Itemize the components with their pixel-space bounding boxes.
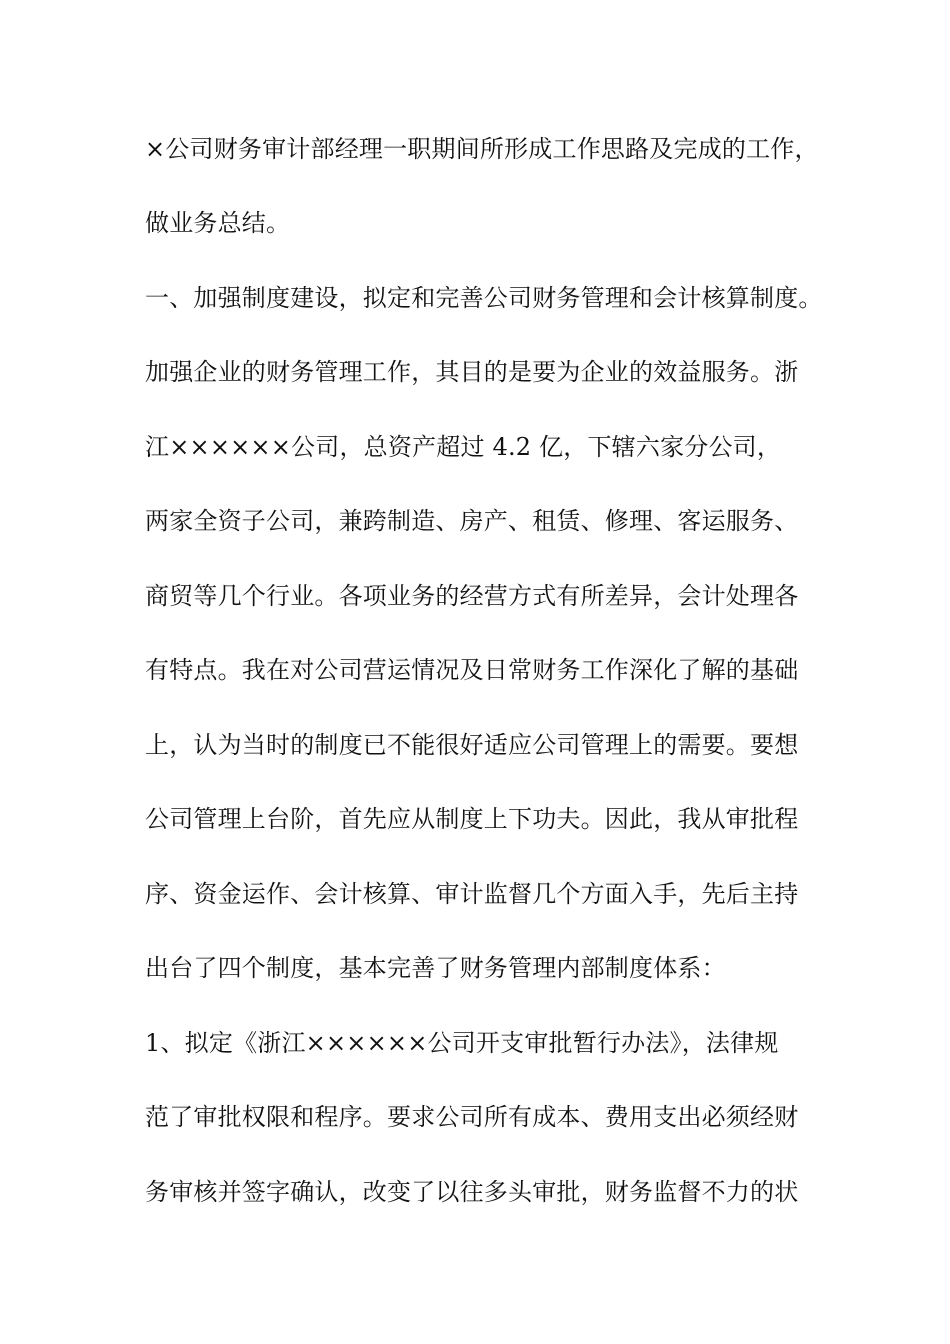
section-heading: 一、加强制度建设，拟定和完善公司财务管理和会计核算制度。 [145,284,823,312]
paragraph-line: 有特点。我在对公司营运情况及日常财务工作深化了解的基础 [145,656,799,684]
paragraph-line: 出台了四个制度，基本完善了财务管理内部制度体系： [145,954,726,982]
paragraph-line: 江××××××公司，总资产超过 4.2 亿，下辖六家分公司， [145,433,782,461]
paragraph-line: ×公司财务审计部经理一职期间所形成工作思路及完成的工作， [145,135,819,163]
paragraph-line: 上，认为当时的制度已不能很好适应公司管理上的需要。要想 [145,731,799,759]
paragraph-line: 务审核并签字确认，改变了以往多头审批，财务监督不力的状 [145,1178,799,1206]
numbered-item-line: 1、拟定《浙江××××××公司开支审批暂行办法》，法律规 [145,1029,779,1057]
paragraph-line: 两家全资子公司，兼跨制造、房产、租赁、修理、客运服务、 [145,507,799,535]
paragraph-line: 做业务总结。 [145,209,291,237]
paragraph-line: 范了审批权限和程序。要求公司所有成本、费用支出必须经财 [145,1103,799,1131]
paragraph-line: 商贸等几个行业。各项业务的经营方式有所差异，会计处理各 [145,582,799,610]
paragraph-line: 序、资金运作、会计核算、审计监督几个方面入手，先后主持 [145,880,799,908]
paragraph-line: 公司管理上台阶，首先应从制度上下功夫。因此，我从审批程 [145,805,799,833]
paragraph-line: 加强企业的财务管理工作，其目的是要为企业的效益服务。浙 [145,358,799,386]
